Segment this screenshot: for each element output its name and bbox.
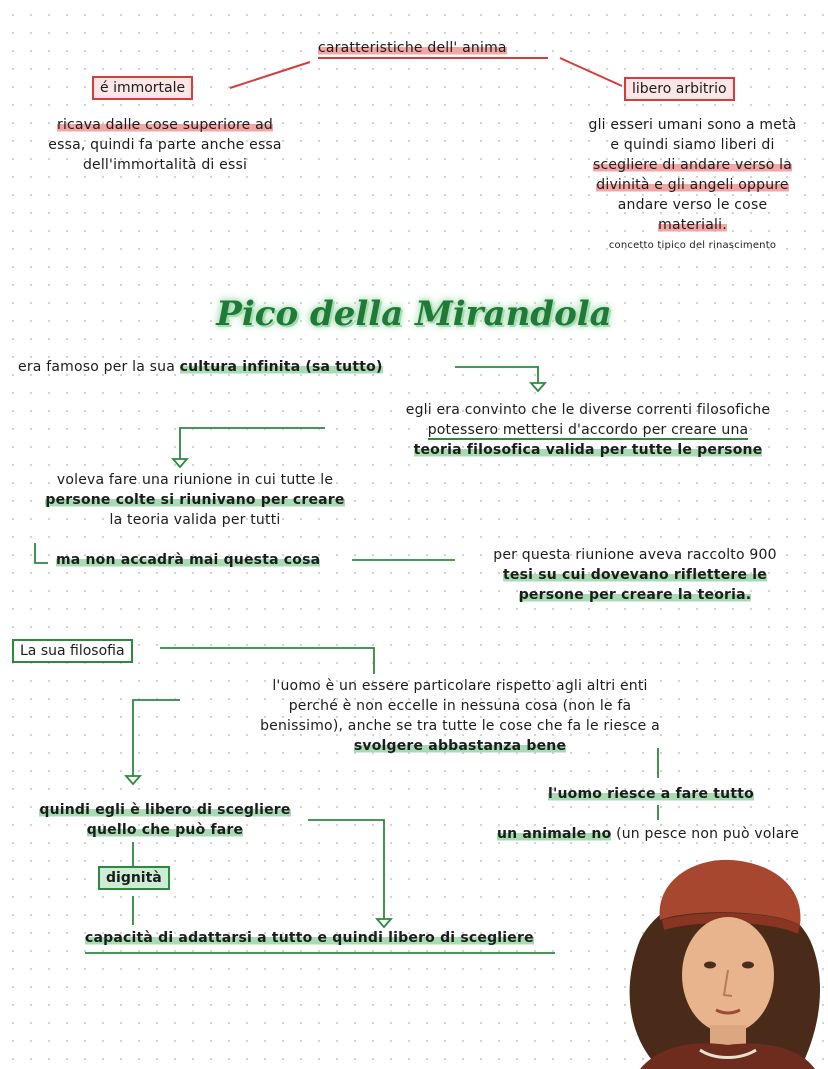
arrow-down-icon <box>126 776 140 784</box>
arrow-down-icon <box>377 919 391 927</box>
animal-line-b: (un pesce non può volare <box>611 826 800 842</box>
free-will-line-4-text: divinità e gli angeli oppure <box>596 177 789 193</box>
convinced-line-1 <box>358 400 818 420</box>
free-will-box: libero arbitrio <box>624 77 735 101</box>
free-will-line-3 <box>565 155 820 175</box>
immortal-line-2-text: essa, quindi fa parte anche essa <box>48 137 282 153</box>
adapt-line-text: capacità di adattarsi a tutto e quindi libero di scegliere <box>85 930 534 946</box>
arrow-culture <box>455 367 538 385</box>
man-line-2 <box>200 696 720 716</box>
free-choice-line-2 <box>30 820 300 840</box>
convinced-line-1-text: egli era convinto che le diverse correnti filosofiche <box>405 402 771 418</box>
theses-line-2 <box>455 565 815 585</box>
immortal-description <box>10 115 320 175</box>
arrow-adapt <box>308 820 384 920</box>
dignity-box: dignità <box>98 866 170 890</box>
arrow-down-icon <box>531 383 545 391</box>
immortal-line-3 <box>10 155 320 175</box>
free-choice-line-2-text: quello che può fare <box>86 822 244 838</box>
free-will-line-1: gli esseri umani sono a metà <box>588 117 797 133</box>
convinced-line-3-text: teoria filosofica valida per tutte le persone <box>413 442 763 458</box>
free-will-line-4 <box>565 175 820 195</box>
culture-line <box>18 357 383 377</box>
immortal-line-3-text: dell'immortalità di essi <box>82 157 248 173</box>
immortal-line-1 <box>10 115 320 135</box>
man-line-1 <box>200 676 720 696</box>
immortal-line-1-text: ricava dalle cose superiore ad <box>56 117 274 133</box>
arrow-free <box>133 700 180 777</box>
adapt-line <box>85 928 534 948</box>
theses-line-2-text: tesi su cui dovevano riflettere le <box>503 567 767 583</box>
link-free-will <box>560 58 622 86</box>
right-eye <box>742 962 754 969</box>
never-line <box>56 550 320 570</box>
theses-line-1-text: per questa riunione aveva raccolto 900 <box>493 547 777 563</box>
everything-line-text: l'uomo riesce a fare tutto <box>548 786 754 802</box>
page-title: Pico della Mirandola <box>216 294 612 334</box>
meeting-line-2-text: persone colte si riunivano per creare <box>45 492 345 508</box>
free-will-line-5: andare verso le cose <box>617 197 768 213</box>
link-philosophy <box>160 648 374 674</box>
man-line-4-text: svolgere abbastanza bene <box>353 738 567 754</box>
convinced-line-3 <box>358 440 818 460</box>
free-will-description <box>565 115 820 253</box>
renaissance-note: concetto tipico del rinascimento <box>608 240 777 251</box>
arrow-down-icon <box>173 459 187 467</box>
free-will-line-3-text: scegliere di andare verso la <box>592 157 793 173</box>
immortal-line-2 <box>10 135 320 155</box>
free-will-line-6 <box>565 215 820 235</box>
man-line-4 <box>200 736 720 756</box>
free-choice-block <box>30 800 300 840</box>
link-immortal <box>230 62 310 88</box>
meeting-block <box>20 470 370 530</box>
culture-line-b: cultura infinita (sa tutto) <box>179 359 383 375</box>
meeting-line-3: la teoria valida per tutti <box>109 512 281 528</box>
meeting-line-2 <box>20 490 370 510</box>
philosophy-box: La sua filosofia <box>12 639 133 663</box>
soul-title-text: caratteristiche dell' anima <box>318 40 507 56</box>
man-line-1-text: l'uomo è un essere particolare rispetto agli altri enti <box>272 678 648 694</box>
man-line-3 <box>200 716 720 736</box>
soul-title <box>318 38 507 58</box>
arrow-meeting <box>180 428 325 460</box>
man-block <box>200 676 720 756</box>
everything-line <box>548 784 754 804</box>
free-choice-line-1 <box>30 800 300 820</box>
convinced-line-2-text: potessero mettersi d'accordo per creare una <box>427 422 749 438</box>
theses-block <box>455 545 815 605</box>
animal-line <box>497 824 799 844</box>
free-will-line-2: e quindi siamo liberi di <box>610 137 775 153</box>
convinced-line-2 <box>358 420 818 440</box>
theses-line-3-text: persone per creare la teoria. <box>518 587 752 603</box>
link-never <box>35 543 48 563</box>
portrait-illustration <box>600 850 828 1069</box>
meeting-line-1: voleva fare una riunione in cui tutte le <box>56 472 334 488</box>
free-choice-line-1-text: quindi egli è libero di scegliere <box>39 802 291 818</box>
free-will-line-6-text: materiali. <box>658 217 727 233</box>
theses-line-3 <box>455 585 815 605</box>
never-line-text: ma non accadrà mai questa cosa <box>56 552 321 568</box>
culture-line-a: era famoso per la sua <box>18 359 180 375</box>
convinced-block <box>358 400 818 460</box>
man-line-3-text: benissimo), anche se tra tutte le cose che fa le riesce a <box>260 718 660 734</box>
immortal-box: é immortale <box>92 76 193 100</box>
animal-line-a: un animale no <box>497 826 612 842</box>
man-line-2-text: perché è non eccelle in nessuna cosa (non le fa <box>288 698 632 714</box>
left-eye <box>704 962 716 969</box>
theses-line-1 <box>455 545 815 565</box>
